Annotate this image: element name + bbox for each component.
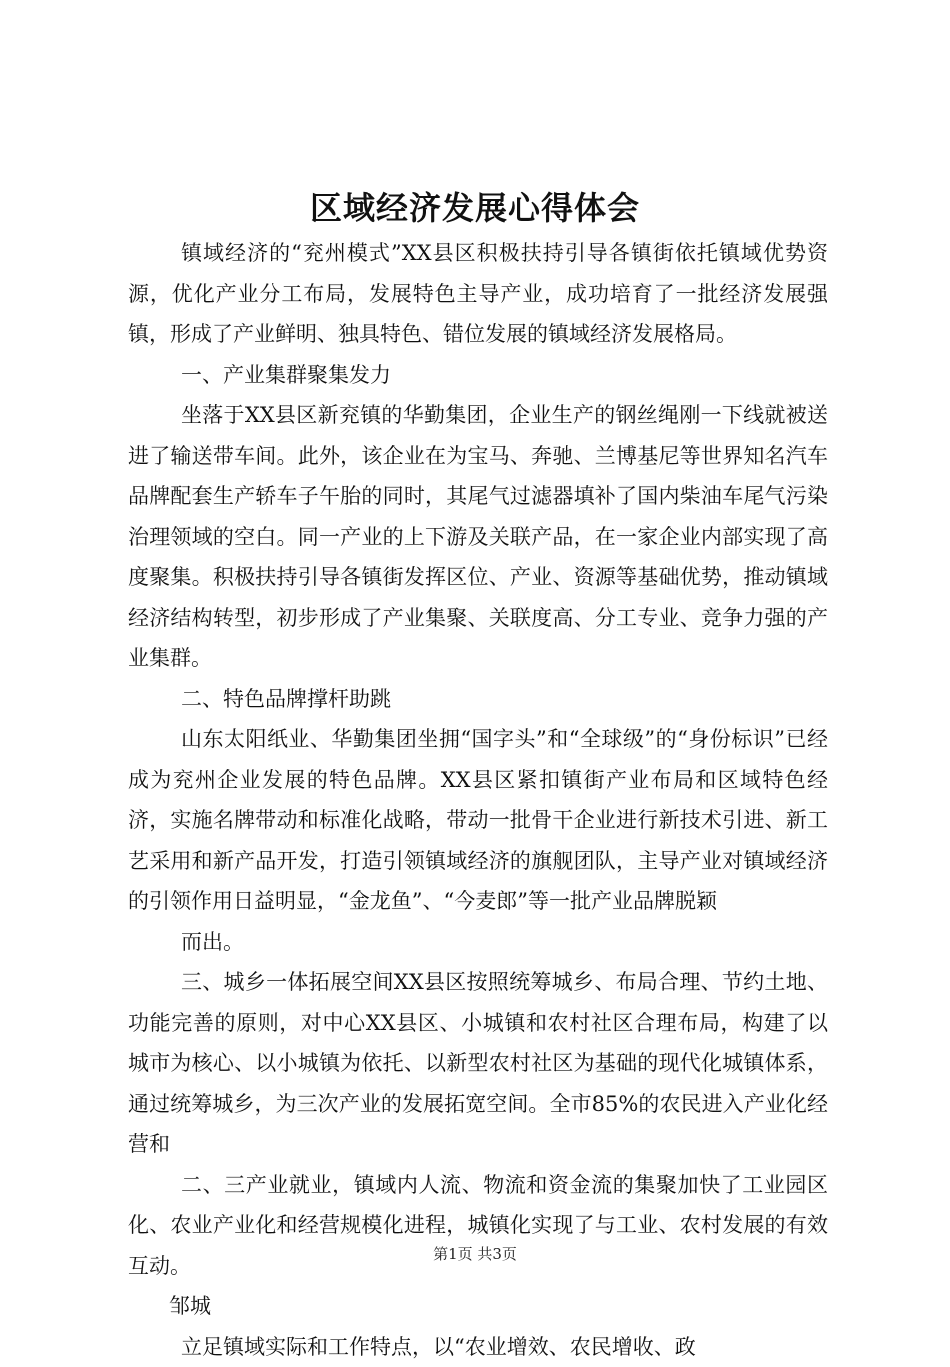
section-heading-2: 二、特色品牌撑杆助跳 (128, 679, 828, 720)
paragraph-section-2: 山东太阳纸业、华勤集团坐拥“国字头”和“全球级”的“身份标识”已经成为兖州企业发展的特色品牌。XX县区紧扣镇街产业布局和区域特色经济，实施名牌带动和标准化战略，带动一批骨干企业进行新技术引进、新工艺采用和新产品开发，打造引领镇域经济的旗舰团队，主导产业对镇域经济的引领作用日益明显，“金龙鱼”、“今麦郎”等一批产业品牌脱颖 (128, 719, 828, 922)
paragraph-continuation: 而出。 (128, 922, 828, 963)
section-heading-1: 一、产业集群聚集发力 (128, 355, 828, 396)
document-title: 区域经济发展心得体会 (0, 180, 950, 236)
page-number-footer: 第1页 共3页 (0, 1242, 950, 1266)
paragraph-section-1: 坐落于XX县区新兖镇的华勤集团，企业生产的钢丝绳刚一下线就被送进了输送带车间。此外，该企业在为宝马、奔驰、兰博基尼等世界知名汽车品牌配套生产轿车子午胎的同时，其尾气过滤器填补了国内柴油车尾气污染治理领域的空白。同一产业的上下游及关联产品，在一家企业内部实现了高度聚集。积极扶持引导各镇街发挥区位、产业、资源等基础优势，推动镇域经济结构转型，初步形成了产业集聚、关联度高、分工专业、竞争力强的产业集群。 (128, 395, 828, 679)
document-body (128, 233, 828, 1367)
paragraph-zoucheng: 立足镇域实际和工作特点，以“农业增效、农民增收、政 (128, 1327, 828, 1367)
paragraph-intro: 镇域经济的“兖州模式”XX县区积极扶持引导各镇街依托镇域优势资源，优化产业分工布局，发展特色主导产业，成功培育了一批经济发展强镇，形成了产业鲜明、独具特色、错位发展的镇域经济发展格局。 (128, 233, 828, 355)
subheading-zoucheng: 邹城 (128, 1286, 828, 1327)
paragraph-section-3: 三、城乡一体拓展空间XX县区按照统筹城乡、布局合理、节约土地、功能完善的原则，对中心XX县区、小城镇和农村社区合理布局，构建了以城市为核心、以小城镇为依托、以新型农村社区为基础的现代化城镇体系，通过统筹城乡，为三次产业的发展拓宽空间。全市85%的农民进入产业化经营和 (128, 962, 828, 1165)
paragraph-section-3-cont: 二、三产业就业，镇域内人流、物流和资金流的集聚加快了工业园区化、农业产业化和经营规模化进程，城镇化实现了与工业、农村发展的有效互动。 (128, 1165, 828, 1287)
